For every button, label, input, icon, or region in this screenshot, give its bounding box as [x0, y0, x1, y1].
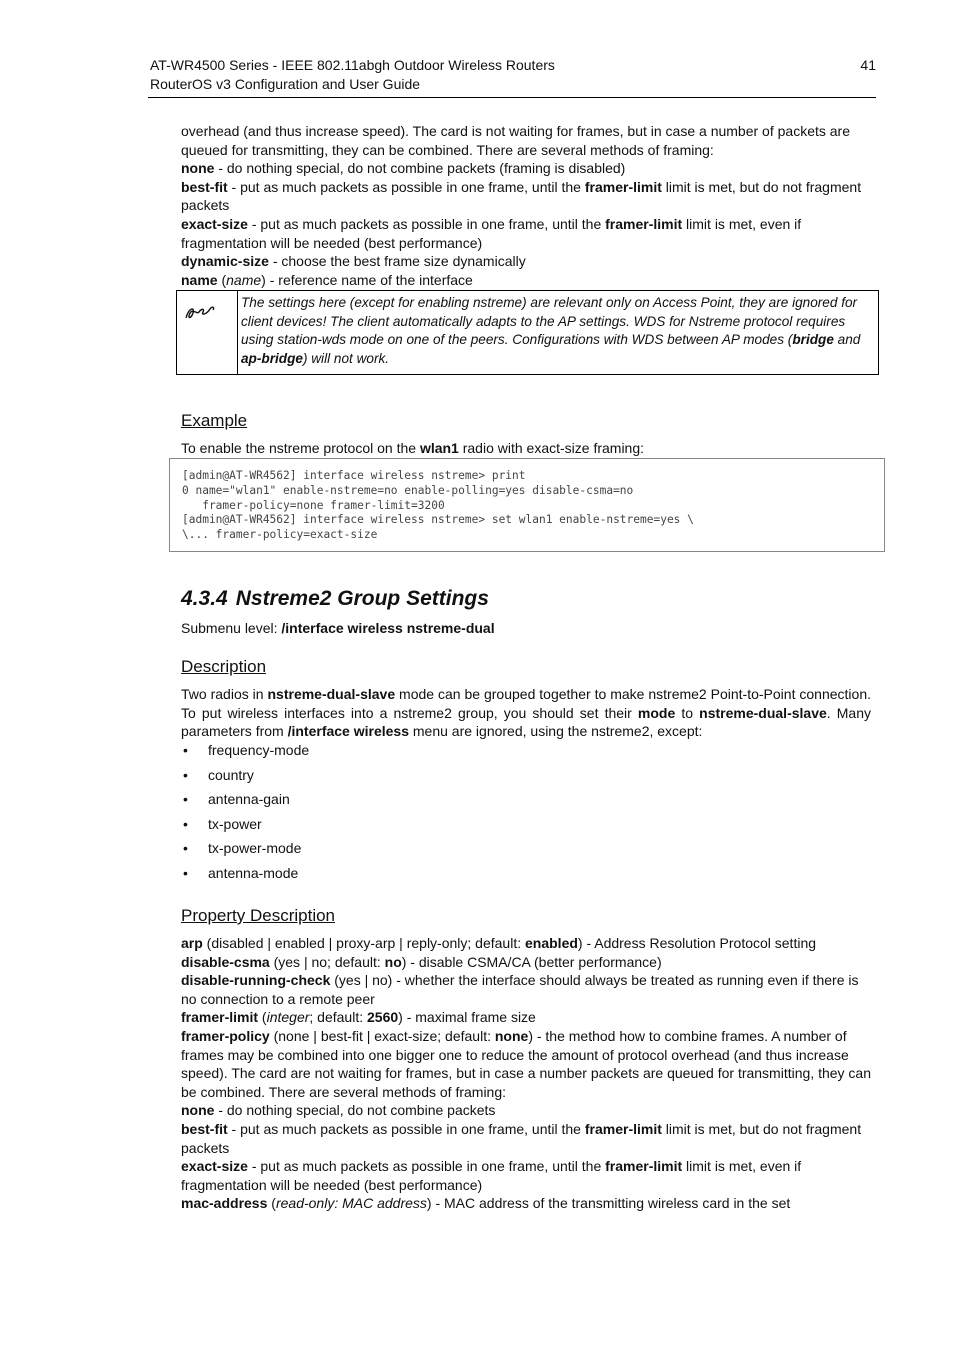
- keyword: /interface wireless: [287, 723, 409, 740]
- prop-framer-policy: [181, 1027, 871, 1101]
- prop-framing-none: [181, 1101, 871, 1120]
- type: read-only: MAC address: [275, 1195, 427, 1212]
- framing-best-fit: [181, 178, 871, 215]
- list-item: [181, 766, 309, 791]
- text: mode can be grouped together to make nstreme2 Point-to-Point connection. To put wireless interfaces into a nstreme2 group, you should set their: [181, 686, 872, 721]
- property-list: [181, 934, 871, 1213]
- prop-disable-csma: [181, 953, 871, 972]
- text: to: [675, 704, 700, 721]
- desc: ; default:: [309, 1009, 367, 1026]
- keyword: nstreme-dual-slave: [699, 704, 827, 721]
- term: exact-size: [181, 215, 248, 232]
- note-box: [176, 290, 879, 375]
- type: name: [226, 271, 262, 288]
- document-subtitle: RouterOS v3 Configuration and User Guide: [150, 76, 421, 92]
- code-example-box: [169, 458, 885, 552]
- desc: limit is met, even if fragmentation will be needed (best performance): [181, 1158, 802, 1193]
- list-item-text: antenna-gain: [208, 791, 290, 808]
- list-item-text: antenna-mode: [208, 864, 299, 881]
- desc: ) - maximal frame size: [398, 1009, 536, 1026]
- desc: ) - MAC address of the transmitting wireless card in the set: [426, 1195, 791, 1212]
- term: best-fit: [181, 1120, 228, 1137]
- prop-arp: [181, 934, 871, 953]
- term: dynamic-size: [181, 253, 269, 270]
- term: best-fit: [181, 178, 228, 195]
- pencil-note-icon: [183, 303, 217, 323]
- exception-list: [181, 741, 309, 889]
- prop-framer-limit: [181, 1008, 871, 1027]
- list-item-text: frequency-mode: [208, 742, 310, 758]
- desc: ) - the method how to combine frames. A number of frames may be combined into one bigger one to reduce the amount of protocol overhead (and thus increase speed). The card are not waiting for frames, but in case a number packets are queued for transmitting, they can be combined. There are several methods of framing:: [181, 1027, 871, 1100]
- term: exact-size: [181, 1158, 248, 1175]
- property-name: [181, 271, 871, 290]
- note-icon-cell: [177, 291, 238, 374]
- term: framer-limit: [181, 1009, 259, 1026]
- prop-framing-best-fit: [181, 1120, 871, 1157]
- text: To enable the nstreme protocol on the: [181, 440, 420, 456]
- punct: (: [267, 1195, 276, 1212]
- desc: - put as much packets as possible in one frame, until the: [227, 1120, 585, 1137]
- text: menu are ignored, using the nstreme2, except:: [409, 723, 703, 740]
- desc: - do nothing special, do not combine packets: [214, 1102, 496, 1119]
- desc: (yes | no) - whether the interface should always be treated as running even if there is no connection to a remote peer: [181, 972, 859, 1007]
- term: arp: [181, 935, 203, 951]
- default-value: 2560: [367, 1009, 399, 1026]
- description-paragraph: [181, 685, 871, 741]
- section-number: 4.3.4: [181, 587, 228, 610]
- prop-disable-running-check: [181, 971, 871, 1008]
- term: name: [181, 271, 218, 288]
- example-heading: Example: [181, 411, 248, 430]
- desc: ) - Address Resolution Protocol setting: [577, 935, 817, 951]
- default-value: enabled: [525, 935, 578, 951]
- section-heading: [181, 587, 489, 611]
- bullet: •: [183, 840, 188, 857]
- bullet: •: [183, 791, 188, 808]
- desc: - put as much packets as possible in one frame, until the: [247, 215, 606, 232]
- submenu-label: Submenu level:: [181, 620, 282, 636]
- framing-intro-paragraph: overhead (and thus increase speed). The card is not waiting for frames, but in case a number of packets are queued for transmitting, they can be combined. There are several methods of framing:: [181, 123, 850, 158]
- list-item: [181, 790, 309, 815]
- example-intro: [181, 439, 871, 458]
- desc: limit is met, but do not fragment packets: [181, 1120, 862, 1156]
- default-value: none: [494, 1027, 529, 1044]
- keyword: wlan1: [419, 440, 459, 456]
- text: radio with exact-size framing:: [458, 440, 645, 456]
- keyword: framer-limit: [605, 215, 683, 232]
- framing-dynamic-size: [181, 252, 871, 271]
- term: mac-address: [181, 1195, 268, 1212]
- list-item: [181, 815, 309, 840]
- term: disable-running-check: [181, 972, 331, 989]
- submenu-path: /interface wireless nstreme-dual: [281, 620, 495, 636]
- desc: - put as much packets as possible in one frame, until the: [227, 178, 585, 195]
- list-item-text: tx-power-mode: [208, 840, 302, 857]
- desc: (none | best-fit | exact-size; default:: [269, 1027, 495, 1044]
- note-main: The settings here (except for enabling nstreme) are relevant only on Access Point, they are ignored for client devices! The client automatically adapts to the AP settings. WDS for Nstreme protocol requires using station-wds mode on one of the peers. Configurations with WDS between AP modes (: [241, 295, 858, 348]
- desc: - put as much packets as possible in one frame, until the: [247, 1158, 606, 1175]
- note-end: ) will not work.: [302, 350, 390, 366]
- text: . Many parameters from: [181, 704, 871, 740]
- note-text: [241, 294, 871, 368]
- framing-exact-size: [181, 215, 871, 252]
- description-text: [181, 685, 871, 741]
- list-item: [181, 839, 309, 864]
- desc: ) - disable CSMA/CA (better performance): [401, 953, 662, 970]
- default-value: no: [384, 953, 402, 970]
- desc: limit is met, but do not fragment packets: [181, 178, 862, 214]
- list-item-text: country: [208, 766, 254, 783]
- list-item-text: tx-power: [208, 815, 262, 832]
- bullet: •: [183, 815, 188, 832]
- framing-intro: [181, 122, 871, 289]
- note-keyword-ap-bridge: ap-bridge: [241, 350, 303, 366]
- keyword: mode: [637, 704, 676, 721]
- term: none: [181, 1102, 215, 1119]
- list-item: [181, 741, 309, 766]
- punct: (: [217, 271, 227, 288]
- note-keyword-bridge: bridge: [792, 332, 834, 348]
- document-title: AT-WR4500 Series - IEEE 802.11abgh Outdoor Wireless Routers: [150, 57, 555, 73]
- keyword: framer-limit: [584, 178, 662, 195]
- term: framer-policy: [181, 1027, 270, 1044]
- description-heading: Description: [181, 657, 267, 676]
- framing-none: [181, 159, 871, 178]
- list-item: [181, 864, 309, 889]
- bullet: •: [183, 864, 188, 881]
- property-description-heading: Property Description: [181, 906, 336, 925]
- prop-framing-exact-size: [181, 1157, 871, 1194]
- prop-mac-address: [181, 1194, 871, 1213]
- page-number: 41: [860, 57, 876, 73]
- desc: - choose the best frame size dynamically: [268, 253, 526, 270]
- desc: - do nothing special, do not combine packets (framing is disabled): [214, 160, 626, 177]
- desc: (disabled | enabled | proxy-arp | reply-only; default:: [202, 935, 525, 951]
- type: integer: [266, 1009, 310, 1026]
- code-example: [admin@AT-WR4562] interface wireless nstreme> print 0 name="wlan1" enable-nstreme=no enable-polling=yes disable-csma=no framer-policy=none framer-limit=3200 [admin@AT-WR4562] interface wireless nstreme> set wlan1 enable-nstreme=yes \ \... framer-policy=exact-size: [182, 469, 694, 542]
- text: Two radios in: [181, 686, 268, 702]
- page-header-title-line: [150, 56, 876, 75]
- section-title: Nstreme2 Group Settings: [235, 587, 489, 610]
- desc: ) - reference name of the interface: [261, 271, 473, 288]
- keyword: nstreme-dual-slave: [267, 686, 396, 702]
- term: none: [181, 160, 215, 177]
- punct: (: [258, 1009, 267, 1026]
- bullet: •: [183, 742, 188, 758]
- header-divider: [148, 97, 876, 98]
- keyword: framer-limit: [584, 1120, 662, 1137]
- submenu-level: [181, 619, 871, 638]
- note-mid: and: [833, 332, 861, 348]
- bullet: •: [183, 766, 188, 783]
- keyword: framer-limit: [605, 1158, 683, 1175]
- desc: limit is met, even if fragmentation will be needed (best performance): [181, 215, 802, 251]
- term: disable-csma: [181, 953, 270, 970]
- desc: (yes | no; default:: [269, 953, 385, 970]
